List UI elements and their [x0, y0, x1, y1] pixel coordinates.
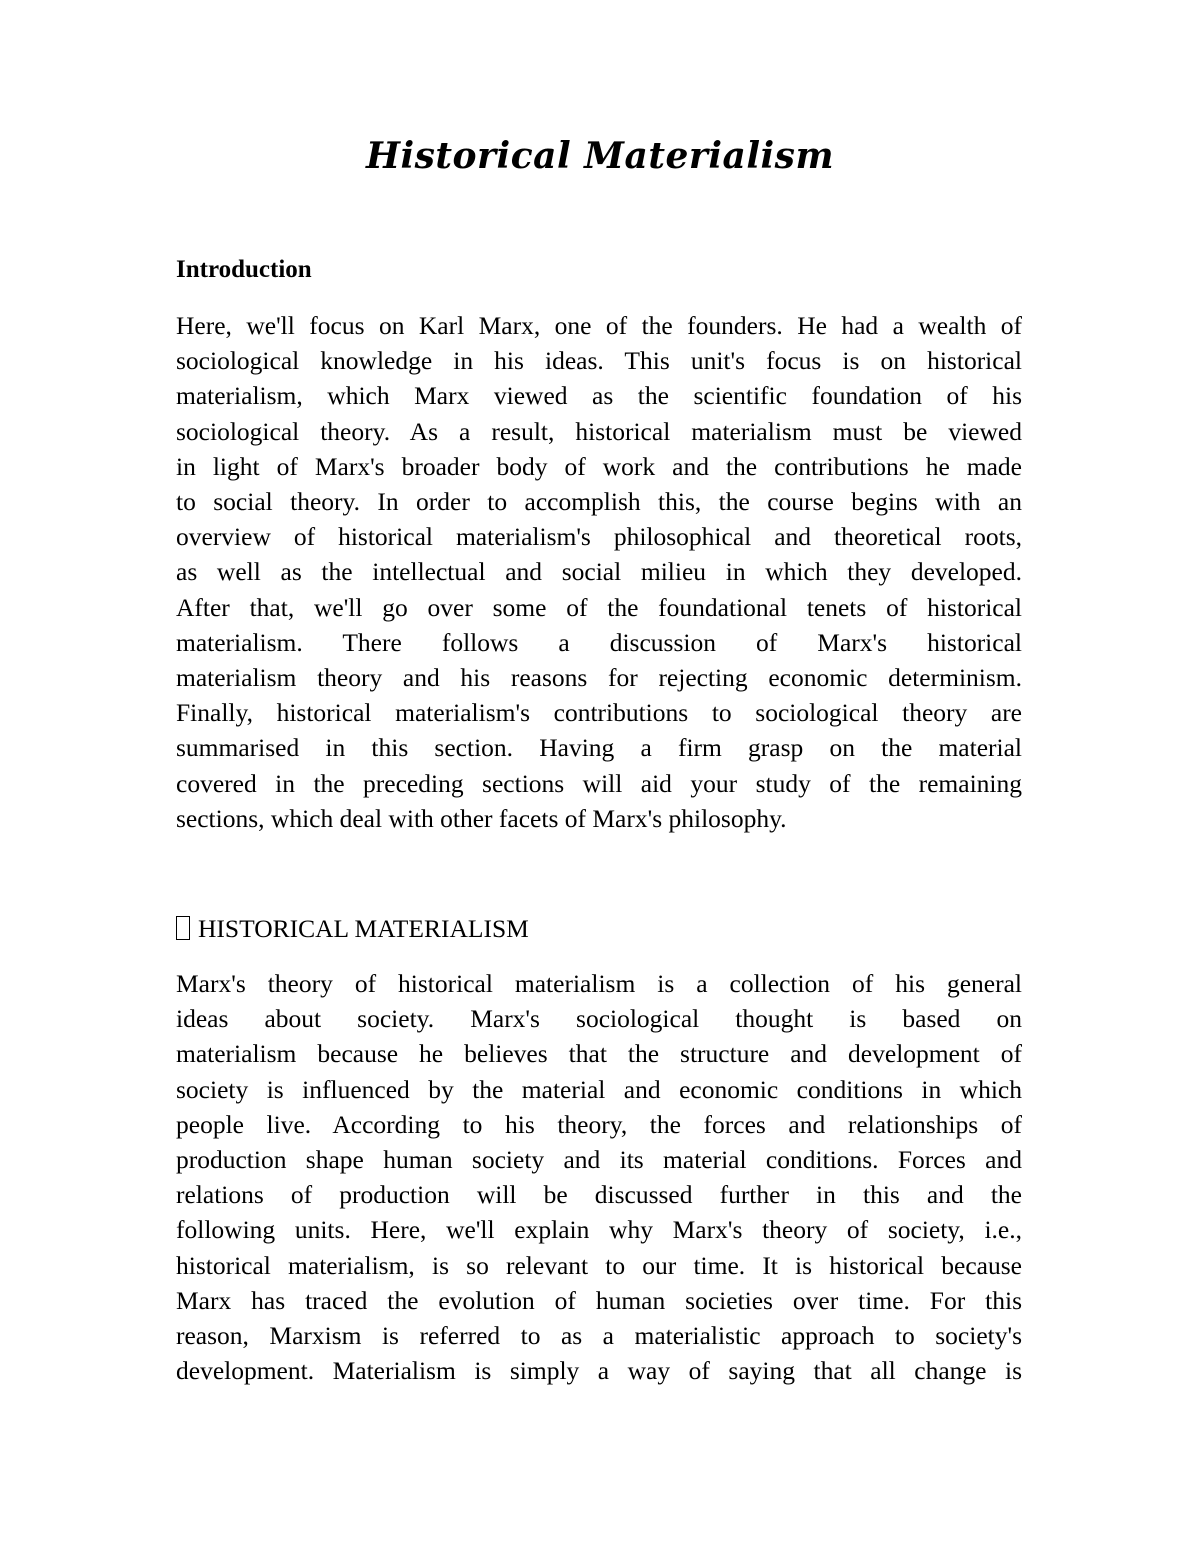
- paragraph-line: summarised in this section. Having a firm grasp on the material: [176, 733, 1022, 763]
- paragraph-line: Here, we'll focus on Karl Marx, one of the founders. He had a wealth of: [176, 311, 1022, 340]
- paragraph-line: people live. According to his theory, the forces and relationships of: [176, 1109, 1022, 1139]
- missing-glyph-box-icon: [176, 916, 190, 940]
- paragraph-line: Marx has traced the evolution of human societies over time. For this: [176, 1285, 1022, 1315]
- paragraph-line: materialism, which Marx viewed as the scientific foundation of his: [176, 381, 1022, 411]
- paragraph-line: ideas about society. Marx's sociological thought is based on: [176, 1004, 1022, 1034]
- paragraph-line: relations of production will be discussed further in this and the: [176, 1180, 1022, 1210]
- section-heading-text: HISTORICAL MATERIALISM: [198, 914, 529, 943]
- paragraph-line: materialism theory and his reasons for rejecting economic determinism.: [176, 663, 1022, 693]
- paragraph-line: in light of Marx's broader body of work and the contributions he made: [176, 451, 1022, 481]
- paragraph-line: following units. Here, we'll explain why Marx's theory of society, i.e.,: [176, 1215, 1022, 1245]
- paragraph-line: overview of historical materialism's philosophical and theoretical roots,: [176, 522, 1022, 552]
- historical-materialism-paragraph: [176, 966, 1022, 1388]
- intro-heading: Introduction: [176, 256, 312, 283]
- paragraph-line: sections, which deal with other facets of Marx's philosophy.: [176, 803, 787, 833]
- intro-paragraph: [176, 308, 1022, 836]
- paragraph-line: to social theory. In order to accomplish this, the course begins with an: [176, 487, 1022, 517]
- paragraph-line: as well as the intellectual and social milieu in which they developed.: [176, 557, 1022, 587]
- paragraph-line: development. Materialism is simply a way of saying that all change is: [176, 1356, 1022, 1386]
- paragraph-line: After that, we'll go over some of the foundational tenets of historical: [176, 592, 1022, 622]
- paragraph-line: materialism. There follows a discussion of Marx's historical: [176, 627, 1022, 657]
- section-heading: [176, 911, 529, 946]
- paragraph-line: production shape human society and its material conditions. Forces and: [176, 1145, 1022, 1175]
- paragraph-line: sociological knowledge in his ideas. This unit's focus is on historical: [176, 346, 1022, 376]
- paragraph-line: materialism because he believes that the structure and development of: [176, 1039, 1022, 1069]
- paragraph-line: historical materialism, is so relevant to our time. It is historical because: [176, 1250, 1022, 1280]
- paragraph-line: society is influenced by the material and economic conditions in which: [176, 1074, 1022, 1104]
- paragraph-line: reason, Marxism is referred to as a materialistic approach to society's: [176, 1321, 1022, 1351]
- document-title: Historical Materialism: [365, 135, 835, 177]
- paragraph-line: sociological theory. As a result, historical materialism must be viewed: [176, 416, 1022, 446]
- paragraph-line: Marx's theory of historical materialism is a collection of his general: [176, 969, 1022, 998]
- paragraph-line: covered in the preceding sections will aid your study of the remaining: [176, 768, 1022, 798]
- paragraph-line: Finally, historical materialism's contributions to sociological theory are: [176, 698, 1022, 728]
